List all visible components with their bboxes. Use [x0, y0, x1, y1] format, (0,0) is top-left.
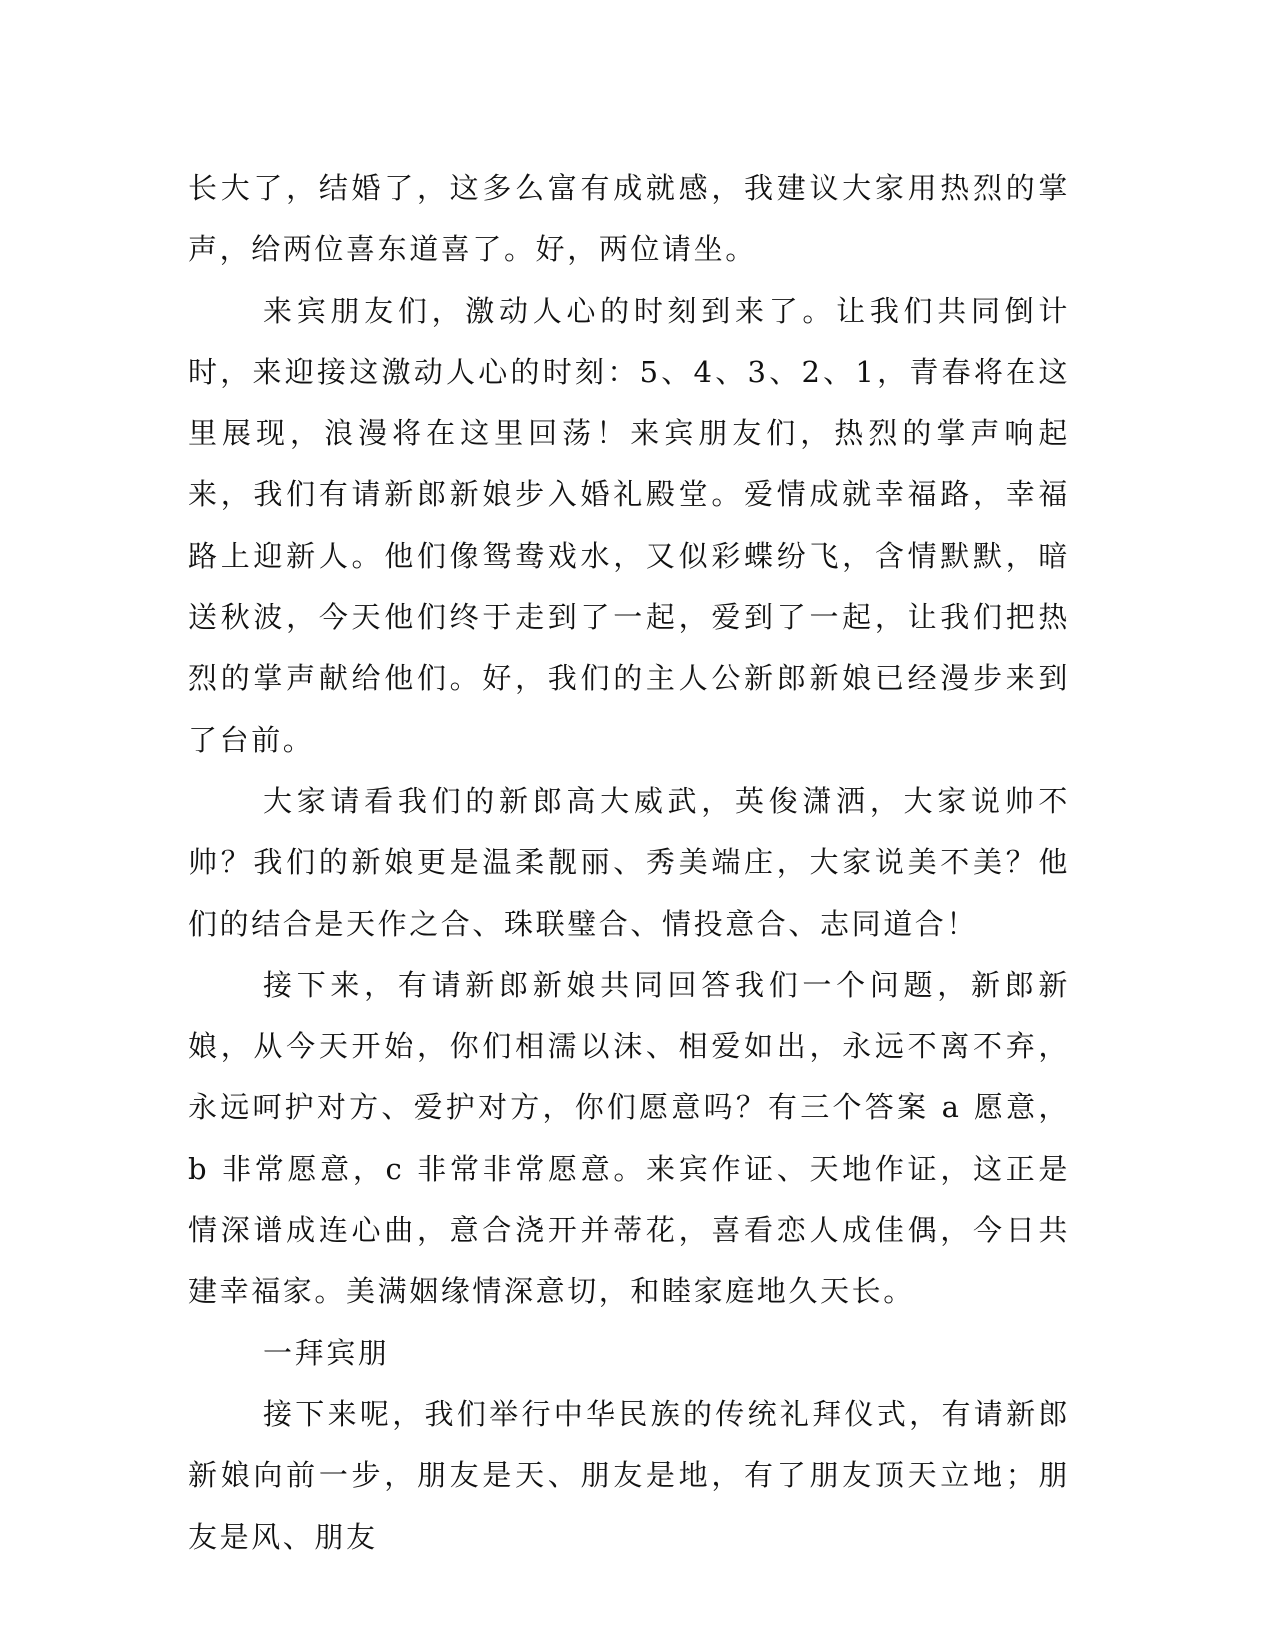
paragraph-3: 大家请看我们的新郎高大威武，英俊潇洒，大家说帅不帅？我们的新娘更是温柔靓丽、秀美端庄，大家说美不美？他们的结合是天作之合、珠联璧合、情投意合、志同道合！	[188, 783, 1070, 941]
paragraph-2: 来宾朋友们，激动人心的时刻到来了。让我们共同倒计时，来迎接这激动人心的时刻：5、4、3、2、1，青春将在这里展现，浪漫将在这里回荡！来宾朋友们，热烈的掌声响起来，我们有请新郎新娘步入婚礼殿堂。爱情成就幸福路，幸福路上迎新人。他们像鸳鸯戏水，又似彩蝶纷飞，含情默默，暗送秋波，今天他们终于走到了一起，爱到了一起，让我们把热烈的掌声献给他们。好，我们的主人公新郎新娘已经漫步来到了台前。	[188, 293, 1070, 757]
document-body	[188, 158, 1070, 1568]
paragraph-4: 接下来，有请新郎新娘共同回答我们一个问题，新郎新娘，从今天开始，你们相濡以沫、相爱如出，永远不离不弃，永远呵护对方、爱护对方，你们愿意吗？有三个答案 a 愿意，b 非常愿意，c 非常非常愿意。来宾作证、天地作证，这正是情深谱成连心曲，意合浇开并蒂花，喜看恋人成佳偶，今日共建幸福家。美满姻缘情深意切，和睦家庭地久天长。	[188, 967, 1070, 1309]
paragraph-1: 长大了，结婚了，这多么富有成就感，我建议大家用热烈的掌声，给两位喜东道喜了。好，两位请坐。	[188, 171, 1070, 267]
section-heading-first-bow: 一拜宾朋	[263, 1335, 390, 1370]
paragraph-5: 接下来呢，我们举行中华民族的传统礼拜仪式，有请新郎新娘向前一步，朋友是天、朋友是地，有了朋友顶天立地；朋友是风、朋友	[188, 1396, 1070, 1554]
